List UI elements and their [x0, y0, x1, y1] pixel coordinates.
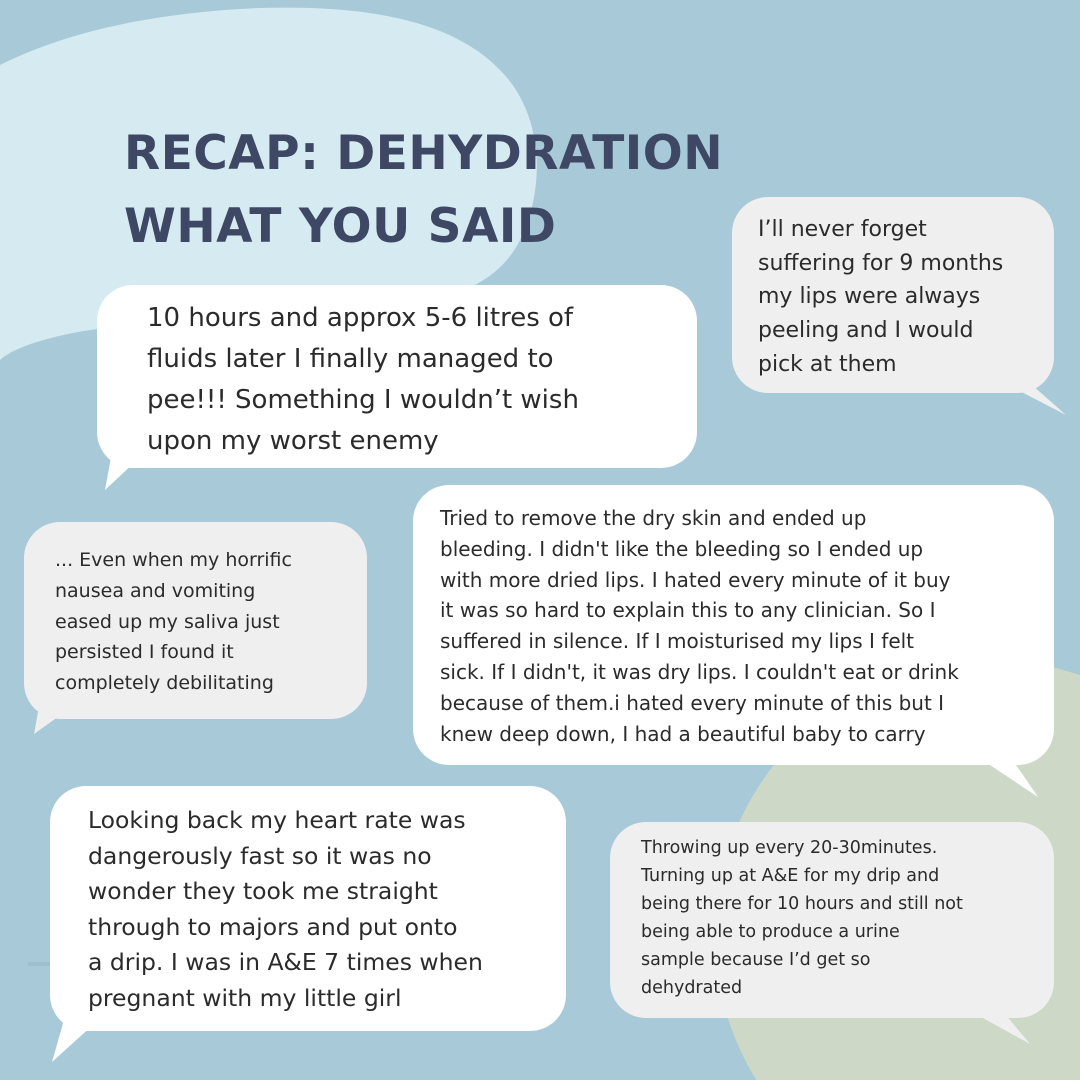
quote-bubble-heart-rate — [50, 786, 566, 1031]
quote-bubble-fluids — [97, 285, 697, 468]
quote-text: ... Even when my horrific nausea and vomiting eased up my saliva just persisted I found it completely debilitating — [55, 549, 292, 695]
quote-text: Looking back my heart rate was dangerously fast so it was no wonder they took me straight through to majors and put onto a drip. I was in A&E 7 times when pregnant with my little girl — [88, 806, 483, 1012]
quote-bubble-lips-peeling — [732, 197, 1054, 393]
quote-bubble-throwing-up — [610, 822, 1054, 1018]
quote-bubble-dry-skin — [413, 485, 1054, 765]
quote-text: Tried to remove the dry skin and ended up bleeding. I didn't like the bleeding so I ended up with more dried lips. I hated every minute of it buy it was so hard to explain this to any clinician. So I suffered in silence. If I moisturised my lips I felt sick. If I didn't, it was dry lips. I couldn't eat or drink because of them.i hated every minute of this but I knew deep down, I had a beautiful baby to carry — [440, 506, 959, 746]
quote-text: Throwing up every 20-30minutes. Turning up at A&E for my drip and being there for 10 hours and still not being able to produce a urine sample because I’d get so dehydrated — [641, 838, 963, 998]
quote-bubble-saliva — [24, 522, 367, 719]
quote-text: 10 hours and approx 5-6 litres of fluids later I finally managed to pee!!! Something I wouldn’t wish upon my worst enemy — [147, 303, 579, 456]
quote-text: I’ll never forget suffering for 9 months my lips were always peeling and I would pick at them — [758, 217, 1004, 377]
page-title-line-2: WHAT YOU SAID — [124, 199, 557, 254]
page-title-line-1: RECAP: DEHYDRATION — [124, 126, 724, 181]
